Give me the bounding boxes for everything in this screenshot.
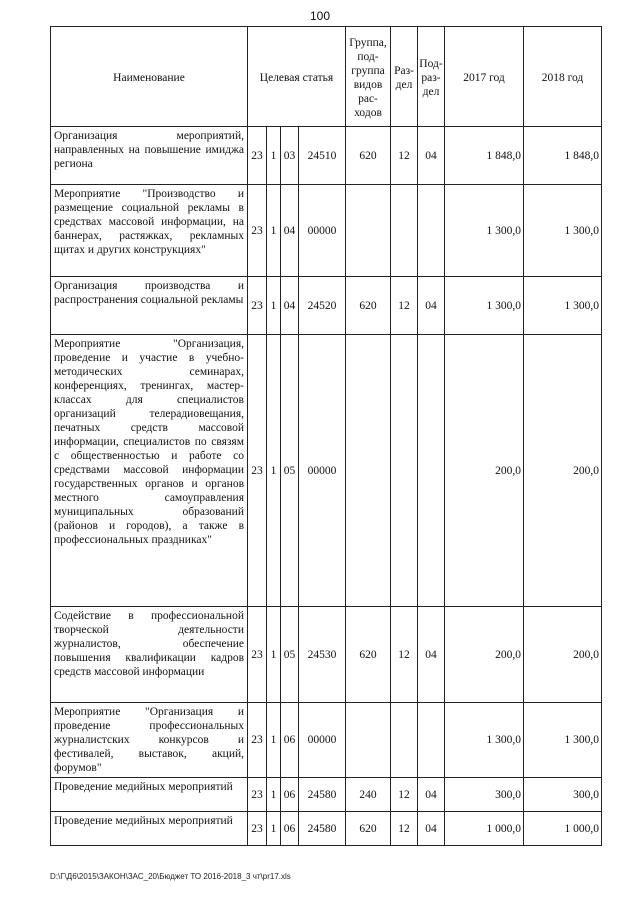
row-name: Организация мероприятий, направленных на повышение имиджа региона <box>51 127 248 185</box>
target-code-subprogram: 1 <box>267 778 281 812</box>
table-row <box>51 185 602 277</box>
subsection-code: 04 <box>418 277 445 335</box>
target-code-direction: 00000 <box>299 703 346 778</box>
amount-2018: 1 300,0 <box>524 703 602 778</box>
amount-2018: 1 300,0 <box>524 185 602 277</box>
table-row <box>51 335 602 607</box>
header-2018: 2018 год <box>524 27 602 127</box>
row-name: Мероприятие "Производство и размещение социальной рекламы в средствах массовой информации, на баннерах, растяжках, рекламных щитах и других конструкциях" <box>51 185 248 277</box>
section-code <box>391 185 418 277</box>
target-code-program: 23 <box>248 185 267 277</box>
target-code-event: 06 <box>281 778 299 812</box>
target-code-program: 23 <box>248 812 267 846</box>
subsection-code <box>418 185 445 277</box>
section-code: 12 <box>391 778 418 812</box>
target-code-subprogram: 1 <box>267 703 281 778</box>
target-code-direction: 24530 <box>299 607 346 703</box>
amount-2017: 1 000,0 <box>445 812 524 846</box>
target-code-direction: 24510 <box>299 127 346 185</box>
budget-table <box>50 26 602 846</box>
target-code-event: 04 <box>281 277 299 335</box>
target-code-event: 05 <box>281 335 299 607</box>
expense-group: 620 <box>346 277 391 335</box>
table-row <box>51 778 602 812</box>
table-row <box>51 607 602 703</box>
section-code: 12 <box>391 812 418 846</box>
subsection-code <box>418 335 445 607</box>
header-2017: 2017 год <box>445 27 524 127</box>
table-header-row <box>51 27 602 127</box>
target-code-event: 03 <box>281 127 299 185</box>
section-code: 12 <box>391 277 418 335</box>
amount-2017: 200,0 <box>445 607 524 703</box>
target-code-program: 23 <box>248 607 267 703</box>
section-code <box>391 703 418 778</box>
target-code-program: 23 <box>248 778 267 812</box>
subsection-code: 04 <box>418 812 445 846</box>
amount-2018: 1 000,0 <box>524 812 602 846</box>
target-code-program: 23 <box>248 277 267 335</box>
table-row <box>51 277 602 335</box>
expense-group: 240 <box>346 778 391 812</box>
amount-2018: 1 848,0 <box>524 127 602 185</box>
expense-group: 620 <box>346 607 391 703</box>
table-row <box>51 812 602 846</box>
target-code-direction: 24520 <box>299 277 346 335</box>
target-code-subprogram: 1 <box>267 335 281 607</box>
amount-2017: 1 300,0 <box>445 277 524 335</box>
section-code: 12 <box>391 127 418 185</box>
file-path-footer: D:\Г\Д6\2015\ЗАКОН\ЗАС_20\Бюджет ТО 2016-2018_3 чт\pr17.xls <box>50 872 291 881</box>
amount-2017: 1 848,0 <box>445 127 524 185</box>
target-code-event: 06 <box>281 812 299 846</box>
row-name: Мероприятие "Организация, проведение и участие в учебно-методических семинарах, конференциях, тренингах, мастер-классах для специалистов организаций телерадиовещания, печатных средств массовой информации, специалистов по связям с общественностью и работе со средствами массовой информации государственных органов и органов местного самоуправления муниципальных образований (районов и городов), а также в профессиональных праздниках" <box>51 335 248 607</box>
subsection-code: 04 <box>418 127 445 185</box>
target-code-subprogram: 1 <box>267 607 281 703</box>
amount-2017: 200,0 <box>445 335 524 607</box>
target-code-direction: 00000 <box>299 335 346 607</box>
expense-group: 620 <box>346 127 391 185</box>
row-name: Проведение медийных мероприятий <box>51 778 248 812</box>
header-group: Группа, под-группа видов рас-ходов <box>346 27 391 127</box>
header-target: Целевая статья <box>248 27 346 127</box>
target-code-direction: 24580 <box>299 812 346 846</box>
section-code <box>391 335 418 607</box>
amount-2017: 1 300,0 <box>445 185 524 277</box>
header-name: Наименование <box>51 27 248 127</box>
target-code-direction: 00000 <box>299 185 346 277</box>
row-name: Организация производства и распространения социальной рекламы <box>51 277 248 335</box>
subsection-code <box>418 703 445 778</box>
target-code-event: 04 <box>281 185 299 277</box>
expense-group <box>346 703 391 778</box>
target-code-subprogram: 1 <box>267 277 281 335</box>
subsection-code: 04 <box>418 778 445 812</box>
row-name: Мероприятие "Организация и проведение профессиональных журналистских конкурсов и фестивалей, выставок, акций, форумов" <box>51 703 248 778</box>
table-row <box>51 127 602 185</box>
amount-2018: 300,0 <box>524 778 602 812</box>
target-code-program: 23 <box>248 703 267 778</box>
header-section: Раз-дел <box>391 27 418 127</box>
amount-2017: 1 300,0 <box>445 703 524 778</box>
target-code-subprogram: 1 <box>267 812 281 846</box>
amount-2017: 300,0 <box>445 778 524 812</box>
row-name: Содействие в профессиональной творческой деятельности журналистов, обеспечение повышения квалификации кадров средств массовой информации <box>51 607 248 703</box>
subsection-code: 04 <box>418 607 445 703</box>
expense-group <box>346 335 391 607</box>
target-code-subprogram: 1 <box>267 127 281 185</box>
table-row <box>51 703 602 778</box>
target-code-event: 06 <box>281 703 299 778</box>
amount-2018: 1 300,0 <box>524 277 602 335</box>
target-code-program: 23 <box>248 127 267 185</box>
section-code: 12 <box>391 607 418 703</box>
expense-group <box>346 185 391 277</box>
row-name: Проведение медийных мероприятий <box>51 812 248 846</box>
target-code-program: 23 <box>248 335 267 607</box>
target-code-subprogram: 1 <box>267 185 281 277</box>
target-code-event: 05 <box>281 607 299 703</box>
expense-group: 620 <box>346 812 391 846</box>
header-subsection: Под-раз-дел <box>418 27 445 127</box>
amount-2018: 200,0 <box>524 335 602 607</box>
amount-2018: 200,0 <box>524 607 602 703</box>
page-number: 100 <box>309 9 331 23</box>
target-code-direction: 24580 <box>299 778 346 812</box>
